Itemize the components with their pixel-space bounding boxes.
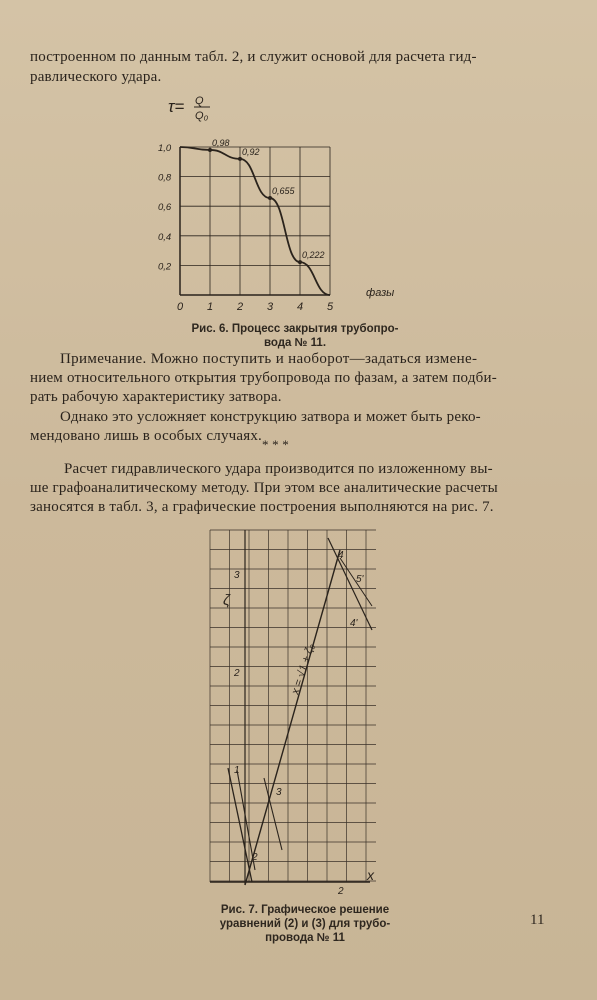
note-line5: мендовано лишь в особых случаях. [30, 428, 263, 444]
calc-line3: заносятся в табл. 3, а графические построения выполняются на рис. 7. [30, 499, 494, 515]
page-number: 11 [530, 912, 545, 928]
fig6-ticks [158, 143, 334, 313]
note-line3: рать рабочую характеристику затвора. [30, 389, 282, 405]
fig7-point-4p: 4' [350, 618, 358, 629]
section-stars: * * * [262, 437, 289, 452]
fig6-point-label: 0,655 [272, 186, 295, 197]
fig6-xtick-label: 2 [237, 301, 244, 313]
fig7-line-d [328, 538, 372, 630]
fig6-xlabel: фазы [366, 287, 395, 299]
fig6-ytick-label: 0,6 [158, 202, 172, 214]
fig6-xtick-label: 0 [177, 301, 184, 313]
fig7-caption-line3: провода № 11 [265, 932, 345, 944]
fig7-caption [205, 903, 405, 945]
fig6-point-label: 0,92 [242, 146, 260, 157]
fig6-caption [165, 322, 425, 350]
note-line4: Однако это усложняет конструкцию затвора и может быть реко- [60, 409, 481, 425]
fig6-xtick-label: 5 [327, 301, 334, 313]
fig7-xtick-2: 2 [338, 886, 344, 897]
fig6-ytick-label: 0,8 [158, 172, 172, 184]
fig6-point-label: 0,222 [302, 250, 325, 261]
fig6-data-point [208, 148, 212, 152]
note-line1: Примечание. Можно поступить и наоборот—задаться измене- [60, 351, 478, 367]
fig7-ytick-3: 3 [234, 570, 240, 581]
fig6-caption-line1: Рис. 6. Процесс закрытия трубопро- [191, 323, 399, 335]
paragraph-intro-line1: построенном по данным табл. 2, и служит основой для расчета гид- [30, 49, 477, 65]
fig6-xtick-label: 4 [297, 301, 304, 313]
fig7-ytick-2: 2 [234, 668, 240, 679]
fig7-point-3: 3 [276, 787, 282, 798]
fig6-data-point [238, 157, 242, 161]
fig6-grid [180, 147, 330, 295]
fig7-grid [210, 530, 376, 882]
fig7-main-line [245, 550, 340, 885]
figure-7-diagram [190, 520, 400, 900]
svg-text:Q: Q [195, 95, 204, 107]
fig7-point-5p: 5' [356, 574, 364, 585]
paragraph-intro-line2: равлического удара. [30, 69, 162, 85]
fig7-caption-line1: Рис. 7. Графическое решение [220, 904, 390, 916]
fig7-ylabel: ζ [223, 592, 230, 609]
svg-text:τ=: τ= [168, 97, 185, 116]
fig7-ytick-1: 1 [234, 765, 240, 776]
fig6-xtick-label: 3 [267, 301, 274, 313]
fig7-xlabel: x [367, 867, 374, 883]
fig7-line-label: x = √1 + ζ₀ [289, 642, 318, 696]
svg-text:Q₀: Q₀ [195, 110, 209, 122]
fig7-point-2: 2 [252, 852, 258, 863]
fig6-points [208, 138, 325, 264]
calc-line1: Расчет гидравлического удара производится по изложенному вы- [64, 461, 493, 477]
fig6-curve [180, 147, 330, 295]
fig6-xtick-label: 1 [207, 301, 214, 313]
fig6-ytick-label: 0,2 [158, 261, 172, 273]
fig7-caption-line2: уравнений (2) и (3) для трубо- [219, 918, 391, 930]
note-line2: нием относительного открытия трубопровода по фазам, а затем подби- [30, 370, 497, 386]
fig6-data-point [298, 260, 302, 264]
fig6-ylabel [168, 95, 210, 122]
calc-line2: ше графоаналитическому методу. При этом все аналитические расчеты [30, 480, 498, 496]
fig6-ytick-label: 0,4 [158, 231, 172, 243]
figure-6-chart [150, 90, 410, 320]
fig6-caption-line2: вода № 11. [263, 337, 327, 349]
fig6-ytick-label: 1,0 [158, 143, 172, 154]
fig6-data-point [268, 196, 272, 200]
fig7-point-4: 4 [338, 550, 344, 561]
fig6-point-label: 0,98 [212, 137, 230, 148]
